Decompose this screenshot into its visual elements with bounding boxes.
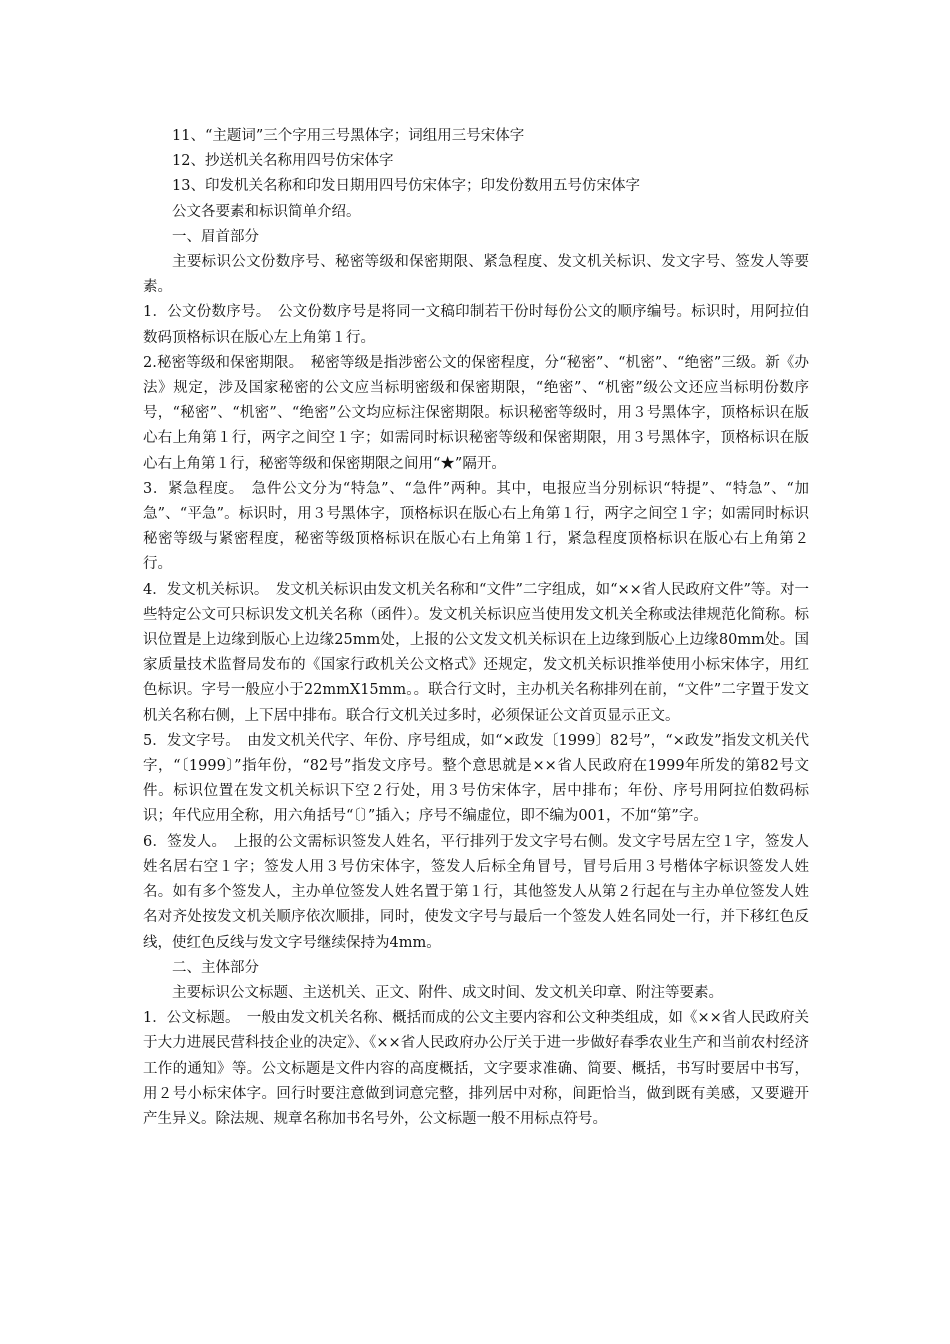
paragraph-title-rules: 1．公文标题。 一般由发文机关名称、概括而成的公文主要内容和公文种类组成，如《××省人民政府关于大力进展民营科技企业的决定》、《××省人民政府办公厅关于进一步做好春季农业生产和当前农村经济工作的通知》等。公文标题是文件内容的高度概括，文字要求准确、简要、概括，书写时要居中书写，用２号小标宋体字。回行时要注意做到词意完整，排列居中对称，间距恰当，做到既有美感，又要避开产生异义。除法规、规章名称加书名号外，公文标题一般不用标点符号。 [143, 1010, 809, 1127]
paragraph-body-summary: 主要标识公文标题、主送机关、正文、附件、成文时间、发文机关印章、附注等要素。 [172, 984, 723, 1001]
paragraph-secrecy-level: 2.秘密等级和保密期限。 秘密等级是指涉密公文的保密程度，分“秘密”、“机密”、“绝密”三级。新《办法》规定，涉及国家秘密的公文应当标明密级和保密期限，“绝密”、“机密”级公文还应当标明份数序号，“秘密”、“机密”、“绝密”公文均应标注保密期限。标识秘密等级时，用３号黑体字，顶格标识在版心右上角第１行，两字之间空１字；如需同时标识秘密等级和保密期限，用３号黑体字，顶格标识在版心右上角第１行，秘密等级和保密期限之间用“★”隔开。 [143, 354, 809, 472]
paragraph-item-12: 12、抄送机关名称用四号仿宋体字 [172, 153, 394, 170]
paragraph-header-summary: 主要标识公文份数序号、秘密等级和保密期限、紧急程度、发文机关标识、发文字号、签发人等要素。 [143, 254, 809, 296]
paragraph-issuer-mark: 4．发文机关标识。 发文机关标识由发文机关名称和“文件”二字组成，如“××省人民政府文件”等。对一些特定公文可只标识发文机关名称（函件）。发文机关标识应当使用发文机关全称或法律规范化简称。标识位置是上边缘到版心上边缘25mm处，上报的公文发文机关标识在上边缘到版心上边缘80mm处。国家质量技术监督局发布的《国家行政机关公文格式》还规定，发文机关标识推举使用小标宋体字，用红色标识。字号一般应小于22mmX15mm。。联合行文时，主办机关名称排列在前，“文件”二字置于发文机关名称右侧，上下居中排布。联合行文机关过多时，必须保证公文首页显示正文。 [143, 581, 809, 724]
paragraph-document-number: 5．发文字号。 由发文机关代字、年份、序号组成，如“×政发〔1999〕82号”，“×政发”指发文机关代字，“〔1999〕”指年份，“82号”指发文序号。整个意思就是××省人民政府在1999年所发的第82号文件。标识位置在发文机关标识下空２行处，用３号仿宋体字，居中排布；年份、序号用阿拉伯数码标识；年代应用全称，用六角括号“〔〕”插入；序号不编虚位，即不编为001，不加“第”字。 [143, 732, 809, 825]
paragraph-signer: 6．签发人。 上报的公文需标识签发人姓名，平行排列于发文字号右侧。发文字号居左空１字，签发人姓名居右空１字；签发人用３号仿宋体字，签发人后标全角冒号，冒号后用３号楷体字标识签发人姓名。如有多个签发人，主办单位签发人姓名置于第１行，其他签发人从第２行起在与主办单位签发人姓名对齐处按发文机关顺序依次顺排，同时，使发文字号与最后一个签发人姓名同处一行，并下移红色反线，使红色反线与发文字号继续保持为4mm。 [143, 833, 809, 951]
paragraph-item-13: 13、印发机关名称和印发日期用四号仿宋体字；印发份数用五号仿宋体字 [172, 178, 640, 195]
paragraph-urgency: 3．紧急程度。 急件公文分为“特急”、“急件”两种。其中，电报应当分别标识“特提”、“特急”、“加急”、“平急”。标识时，用３号黑体字，顶格标识在版心右上角第１行，两字之间空１字；如需同时标识秘密等级与紧密程度，秘密等级顶格标识在版心右上角第１行，紧急程度顶格标识在版心右上角第２行。 [143, 480, 809, 573]
paragraph-intro: 公文各要素和标识简单介绍。 [172, 203, 361, 220]
paragraph-copy-number: 1．公文份数序号。 公文份数序号是将同一文稿印制若干份时每份公文的顺序编号。标识时，用阿拉伯数码顶格标识在版心左上角第１行。 [143, 304, 809, 346]
document-body [143, 124, 809, 1132]
section-heading-body: 二、主体部分 [172, 959, 259, 976]
paragraph-item-11: 11、“主题词”三个字用三号黑体字；词组用三号宋体字 [172, 128, 525, 144]
section-heading-header: 一、眉首部分 [172, 228, 259, 245]
